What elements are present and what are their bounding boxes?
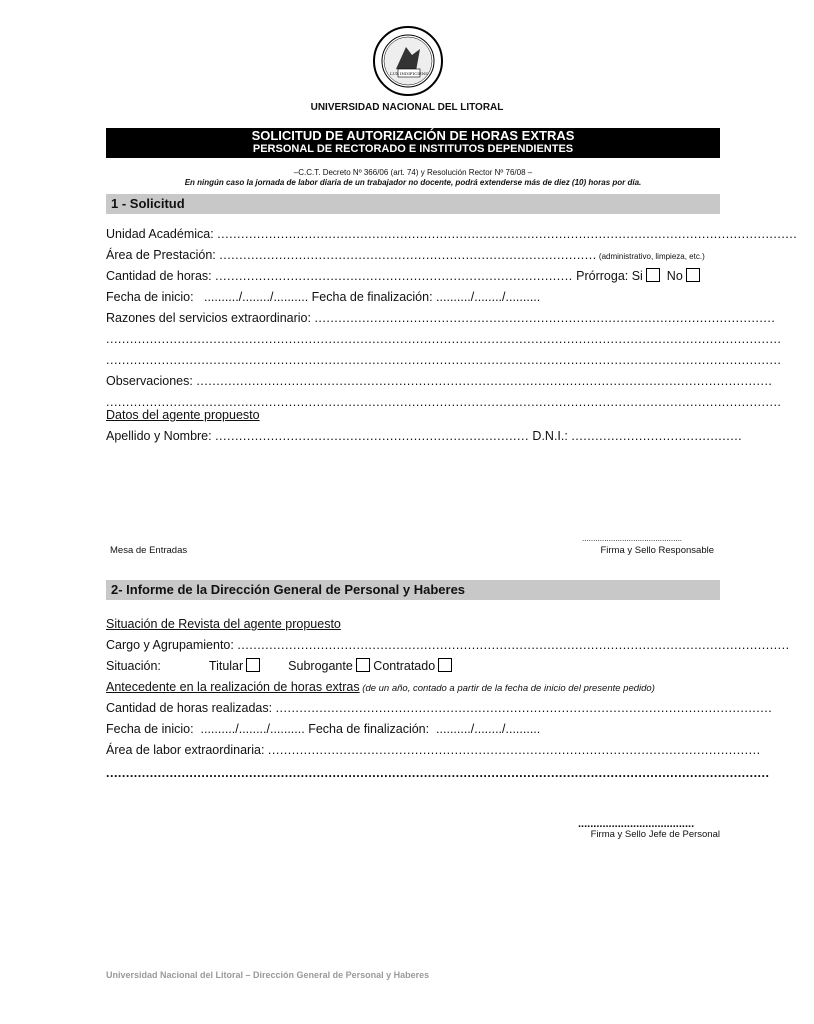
field-unidad-academica[interactable] xyxy=(106,226,798,242)
blank-line[interactable]: .......................................................................................................................................................................... xyxy=(106,353,782,367)
prorroga-no-checkbox[interactable] xyxy=(686,268,700,282)
workday-note: En ningún caso la jornada de labor diaria de un trabajador no docente, podrá extenderse más de diez (10) horas por día. xyxy=(184,178,642,187)
label-observaciones: Observaciones: xyxy=(106,374,197,388)
signature-line: ...................................... xyxy=(578,818,695,830)
field-fechas[interactable] xyxy=(106,289,720,305)
prorroga-si-checkbox[interactable] xyxy=(646,268,660,282)
blank-line[interactable]: .......................................................................................................................................................................... xyxy=(106,332,782,346)
blank: ............................................................................................................................ xyxy=(267,743,761,757)
blank: ........../......../.......... xyxy=(200,722,305,736)
label-fecha-inicio-2: Fecha de inicio: xyxy=(106,722,194,736)
blank: ........../......../.......... xyxy=(436,290,541,304)
label-fecha-fin: Fecha de finalización: xyxy=(311,290,433,304)
blank: ............................................................................................... xyxy=(219,248,597,262)
section1-heading xyxy=(106,194,720,214)
label-fecha-fin-2: Fecha de finalización: xyxy=(308,722,430,736)
page-subtitle: PERSONAL DE RECTORADO E INSTITUTOS DEPENDIENTES xyxy=(252,143,574,155)
antecedente-hint: (de un año, contado a partir de la fecha de inicio del presente pedido) xyxy=(359,683,655,694)
firma-responsable-label: Firma y Sello Responsable xyxy=(600,545,714,556)
field-observaciones[interactable] xyxy=(106,373,773,389)
field-area-prestacion[interactable] xyxy=(106,247,720,265)
label-unidad: Unidad Académica: xyxy=(106,227,218,241)
label-titular: Titular xyxy=(208,659,244,673)
subrogante-checkbox[interactable] xyxy=(356,658,370,672)
blank: ........../......../.......... xyxy=(436,722,541,736)
field-cantidad-horas[interactable] xyxy=(106,268,720,284)
signature-line: ............................................. xyxy=(582,534,683,543)
label-cantidad-realizadas: Cantidad de horas realizadas: xyxy=(106,701,276,715)
title-box xyxy=(106,128,720,158)
blank: ............................................................................... xyxy=(215,429,529,443)
blank-line[interactable]: .......................................................................................................................................................................... xyxy=(106,395,782,409)
blank: ........................................................................................................................................... xyxy=(237,638,790,652)
university-seal-icon xyxy=(372,25,444,97)
blank: .................................................................................................................................................. xyxy=(217,227,798,241)
label-contratado: Contratado xyxy=(373,659,436,673)
page-title: SOLICITUD DE AUTORIZACIÓN DE HORAS EXTRAS xyxy=(251,128,575,143)
section2-heading xyxy=(106,580,720,600)
blank-line[interactable]: ....................................................................................................................................................................... xyxy=(106,766,770,780)
page-footer: Universidad Nacional del Litoral – Dirección General de Personal y Haberes xyxy=(106,970,430,980)
blank: ........../......../.......... xyxy=(203,290,309,304)
contratado-checkbox[interactable] xyxy=(438,658,452,672)
label-dni: D.N.I.: xyxy=(528,429,572,443)
blank: ........................................... xyxy=(571,429,743,443)
label-subrogante: Subrogante xyxy=(288,659,353,673)
label-apellido: Apellido y Nombre: xyxy=(106,429,216,443)
university-name: UNIVERSIDAD NACIONAL DEL LITORAL xyxy=(310,102,504,113)
field-area-labor[interactable] xyxy=(106,742,761,758)
svg-text:LUX INDIFICIENS: LUX INDIFICIENS xyxy=(390,71,428,76)
field-razones[interactable] xyxy=(106,310,776,326)
label-area: Área de Prestación: xyxy=(106,248,220,262)
label-fecha-inicio: Fecha de inicio: xyxy=(106,290,194,304)
datos-agente-heading: Datos del agente propuesto xyxy=(106,408,260,422)
antecedente-heading xyxy=(106,679,720,697)
label-prorroga: Prórroga: Si xyxy=(572,269,643,283)
decree-line: –C.C.T. Decreto Nº 366/06 (art. 74) y Resolución Rector Nº 76/08 – xyxy=(293,168,533,177)
label-razones: Razones del servicios extraordinario: xyxy=(106,311,315,325)
field-fechas-2[interactable] xyxy=(106,721,720,737)
field-situacion[interactable] xyxy=(106,658,720,674)
field-cantidad-realizadas[interactable] xyxy=(106,700,773,716)
label-no: No xyxy=(666,269,683,283)
label-area-labor: Área de labor extraordinaria: xyxy=(106,743,268,757)
blank: .......................................................................................... xyxy=(215,269,573,283)
blank: ............................................................................................................................. xyxy=(275,701,773,715)
label-cargo: Cargo y Agrupamiento: xyxy=(106,638,238,652)
titular-checkbox[interactable] xyxy=(246,658,260,672)
field-cargo[interactable] xyxy=(106,637,790,653)
decree-text xyxy=(106,168,720,188)
situacion-revista-heading: Situación de Revista del agente propuesto xyxy=(106,617,341,631)
mesa-entradas-label: Mesa de Entradas xyxy=(110,545,188,556)
section2-heading-text: 2- Informe de la Dirección General de Personal y Haberes xyxy=(111,582,466,597)
label-situacion: Situación: xyxy=(106,659,161,673)
blank: ................................................................................................................................................. xyxy=(196,374,773,388)
area-hint: (administrativo, limpieza, etc.) xyxy=(596,252,705,261)
blank: .................................................................................................................... xyxy=(314,311,776,325)
firma-jefe-personal-label: Firma y Sello Jefe de Personal xyxy=(590,829,720,840)
section1-heading-text: 1 - Solicitud xyxy=(111,196,185,211)
antecedente-label: Antecedente en la realización de horas extras xyxy=(106,680,360,694)
field-apellido-dni[interactable] xyxy=(106,428,743,444)
label-cantidad: Cantidad de horas: xyxy=(106,269,216,283)
